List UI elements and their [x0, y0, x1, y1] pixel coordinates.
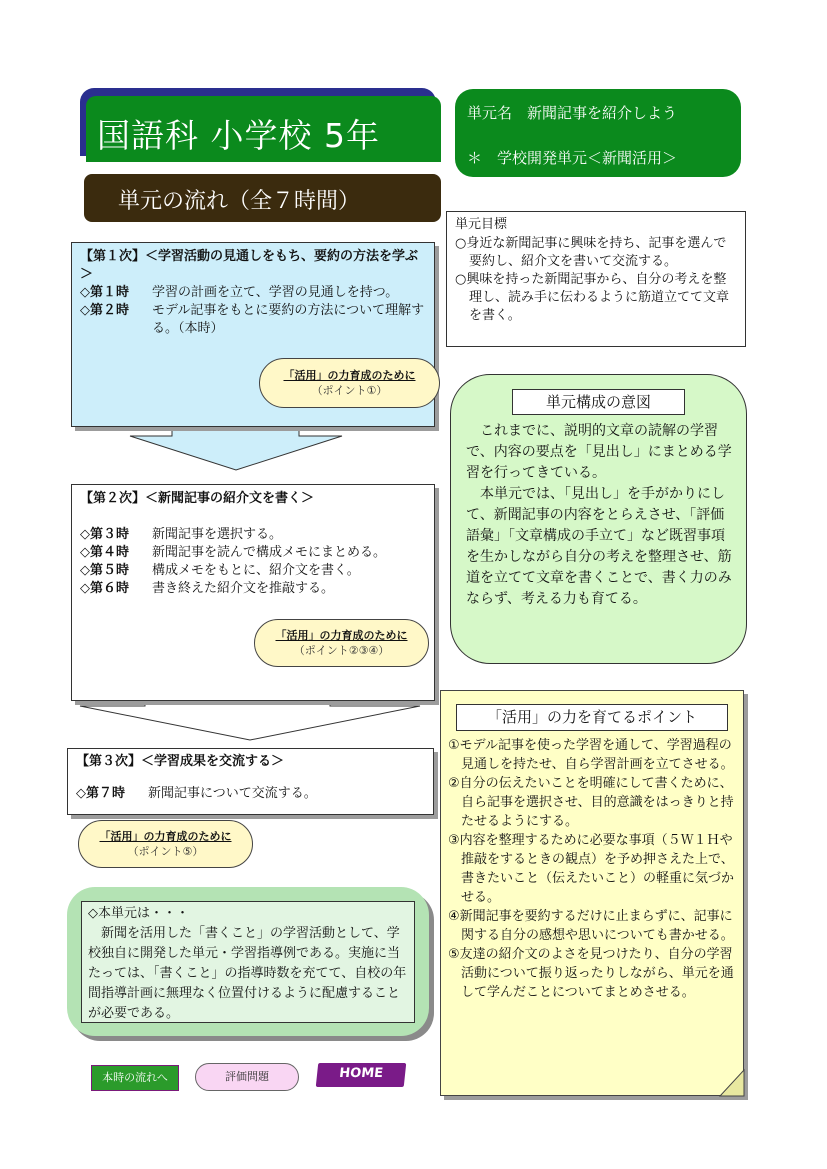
point-oval-3	[78, 820, 253, 868]
point-item: ③内容を整理するために必要な事項（５Ｗ１Ｈや推敲をするときの観点）を予め押さえた上で、書きたいこと（伝えたいこと）の軽重に気づかせる。	[448, 833, 735, 905]
unit-note-box	[81, 901, 415, 1023]
lesson-label: ◇第７時	[76, 786, 125, 801]
unit-note: ＊ 学校開発単元＜新聞活用＞	[467, 149, 678, 167]
phase-1-heading: 【第１次】＜学習活動の見通しをもち、要約の方法を学ぶ＞	[80, 249, 419, 282]
phase-3-heading: 【第３次】＜学習成果を交流する＞	[76, 754, 285, 769]
lesson-row	[80, 562, 426, 580]
note-heading: ◇本単元は・・・	[88, 906, 189, 921]
lesson-text: モデル記事をもとに要約の方法について理解する。（本時）	[152, 303, 425, 336]
oval-title: 「活用」の力育成のために	[99, 830, 232, 843]
lesson-text: 構成メモをもとに、紹介文を書く。	[152, 563, 360, 578]
lesson-row	[80, 526, 426, 544]
point-oval-2	[254, 619, 429, 667]
lesson-text: 新聞記事を選択する。	[152, 527, 283, 542]
oval-sub: （ポイント⑤）	[127, 845, 204, 858]
lesson-text: 書き終えた紹介文を推敲する。	[152, 581, 335, 596]
lesson-flow-button[interactable]: 本時の流れへ	[91, 1065, 179, 1091]
intent-title: 単元構成の意図	[512, 389, 685, 415]
oval-sub: （ポイント②③④）	[293, 644, 390, 657]
evaluation-button[interactable]: 評価問題	[195, 1063, 299, 1091]
goal-item: ○身近な新聞記事に興味を持ち、記事を選んで要約し、紹介文を書いて交流する。	[455, 236, 727, 269]
lesson-text: 新聞記事を読んで構成メモにまとめる。	[152, 545, 387, 560]
goal-item: ○興味を持った新聞記事から、自分の考えを整理し、読み手に伝わるように筋道立てて文章を書く。	[455, 272, 730, 323]
lesson-row	[80, 580, 426, 598]
intent-paragraph: 本単元では、「見出し」を手がかりにして、新聞記事の内容をとらえさせ、「評価語彙」「文章構成の手立て」など既習事項を生かしながら自分の考えを整理させ、筋道を立てて文章を書くことで、書く力のみならず、考える力も育てる。	[466, 486, 732, 607]
lesson-label: ◇第５時	[80, 563, 129, 578]
phase-2-box	[71, 484, 435, 701]
oval-sub: （ポイント①）	[311, 384, 388, 397]
lesson-row	[80, 544, 426, 562]
unit-goals	[446, 211, 746, 347]
lesson-row	[76, 785, 425, 803]
intent-paragraph: これまでに、説明的文章の読解の学習で、内容の要点を「見出し」にまとめる学習を行ってきている。	[466, 423, 732, 481]
down-arrow-2	[80, 700, 420, 740]
down-arrow-1	[130, 426, 342, 470]
lesson-label: ◇第４時	[80, 545, 129, 560]
home-button[interactable]: HOME	[316, 1063, 407, 1087]
lesson-text: 学習の計画を立て、学習の見通しを持つ。	[152, 285, 399, 300]
flow-title: 単元の流れ（全７時間）	[118, 189, 361, 214]
point-oval-1	[259, 358, 440, 408]
point-item: ⑤友達の紹介文のよさを見つけたり、自分の学習活動について振り返ったりしながら、単元を通して学んだことについてまとめさせる。	[448, 947, 734, 1000]
lesson-label: ◇第６時	[80, 581, 129, 596]
intent-body	[466, 421, 734, 610]
point-item: ④新聞記事を要約するだけに止まらずに、記事に関する自分の感想や思いについても書かせる。	[448, 909, 734, 943]
point-item: ①モデル記事を使った学習を通して、学習過程の見通しを持たせ、自ら学習計画を立てさせる。	[448, 738, 734, 772]
points-body	[448, 736, 738, 1002]
lesson-label: ◇第３時	[80, 527, 129, 542]
phase-3-box	[67, 748, 434, 815]
points-title: 「活用」の力を育てるポイント	[456, 704, 728, 731]
point-item: ②自分の伝えたいことを明確にして書くために、自ら記事を選択させ、目的意識をはっきりと持たせるようにする。	[448, 776, 734, 829]
lesson-row	[80, 284, 426, 302]
phase-2-heading: 【第２次】＜新聞記事の紹介文を書く＞	[80, 491, 315, 506]
oval-title: 「活用」の力育成のために	[283, 369, 416, 382]
oval-title: 「活用」の力育成のために	[275, 629, 408, 642]
page-title: 国語科 小学校 5年	[97, 116, 380, 155]
note-body: 新聞を活用した「書くこと」の学習活動として、学校独自に開発した単元・学習指導例である。実施に当たっては、「書くこと」の指導時数を充てて、自校の年間指導計画に無理なく位置付けるように配慮することが必要である。	[88, 926, 407, 1021]
lesson-label: ◇第２時	[80, 303, 129, 318]
unit-name: 単元名 新聞記事を紹介しよう	[467, 104, 678, 122]
goals-title: 単元目標	[455, 217, 508, 232]
lesson-row	[80, 302, 426, 338]
lesson-label: ◇第１時	[80, 285, 129, 300]
lesson-text: 新聞記事について交流する。	[148, 786, 317, 801]
